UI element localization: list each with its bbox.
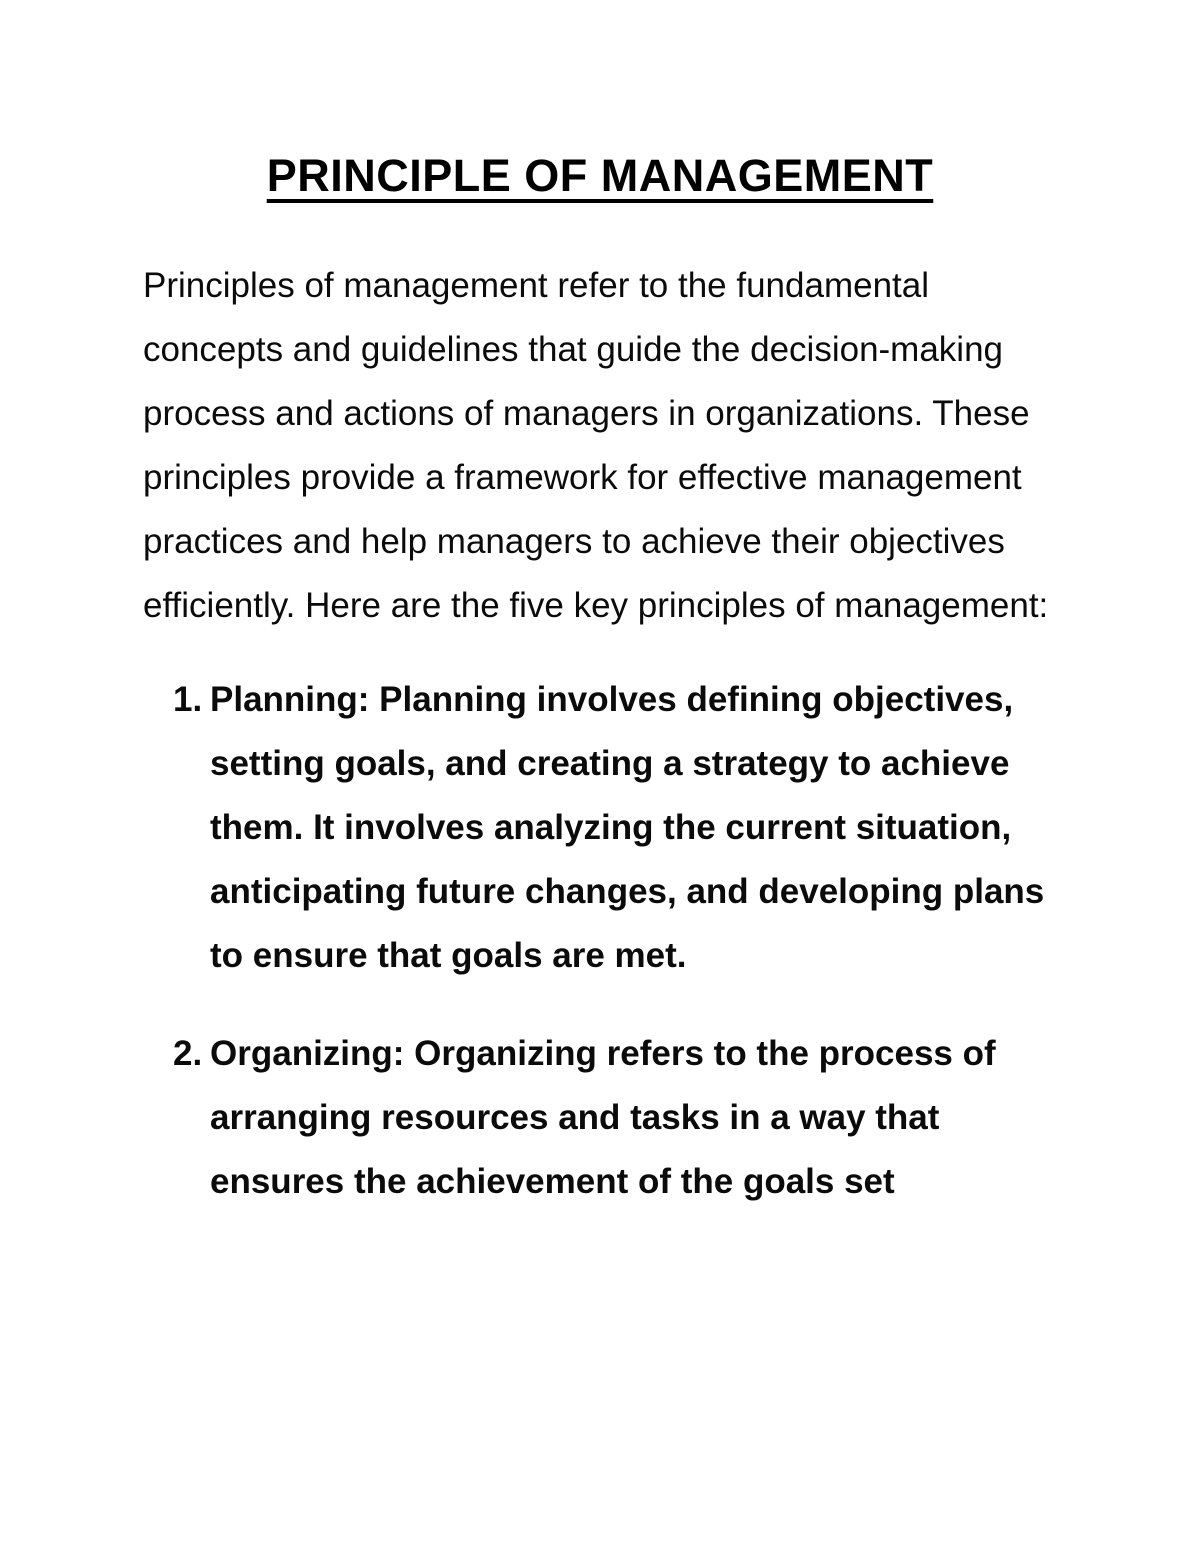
list-item-text: Planning: Planning involves defining objectives, setting goals, and creating a strategy to achieve them. It involves analyzing the current situation, anticipating future changes, and developing plans to ensure that goals are met.	[210, 680, 1045, 975]
list-item-number: 2.	[173, 1034, 203, 1073]
document-title: PRINCIPLE OF MANAGEMENT	[266, 150, 934, 201]
principles-list	[143, 668, 1057, 1214]
intro-paragraph: Principles of management refer to the fundamental concepts and guidelines that guide the decision-making process and actions of managers in organizations. These principles provide a framework for effective management practices and help managers to achieve their objectives efficiently. Here are the five key principles of management:	[143, 266, 1049, 625]
list-item-text: Organizing: Organizing refers to the process of arranging resources and tasks in a way that ensures the achievement of the goals set	[210, 1034, 996, 1201]
list-item-planning	[173, 668, 1057, 988]
list-item-organizing	[173, 1022, 1057, 1214]
list-item-number: 1.	[173, 680, 203, 719]
